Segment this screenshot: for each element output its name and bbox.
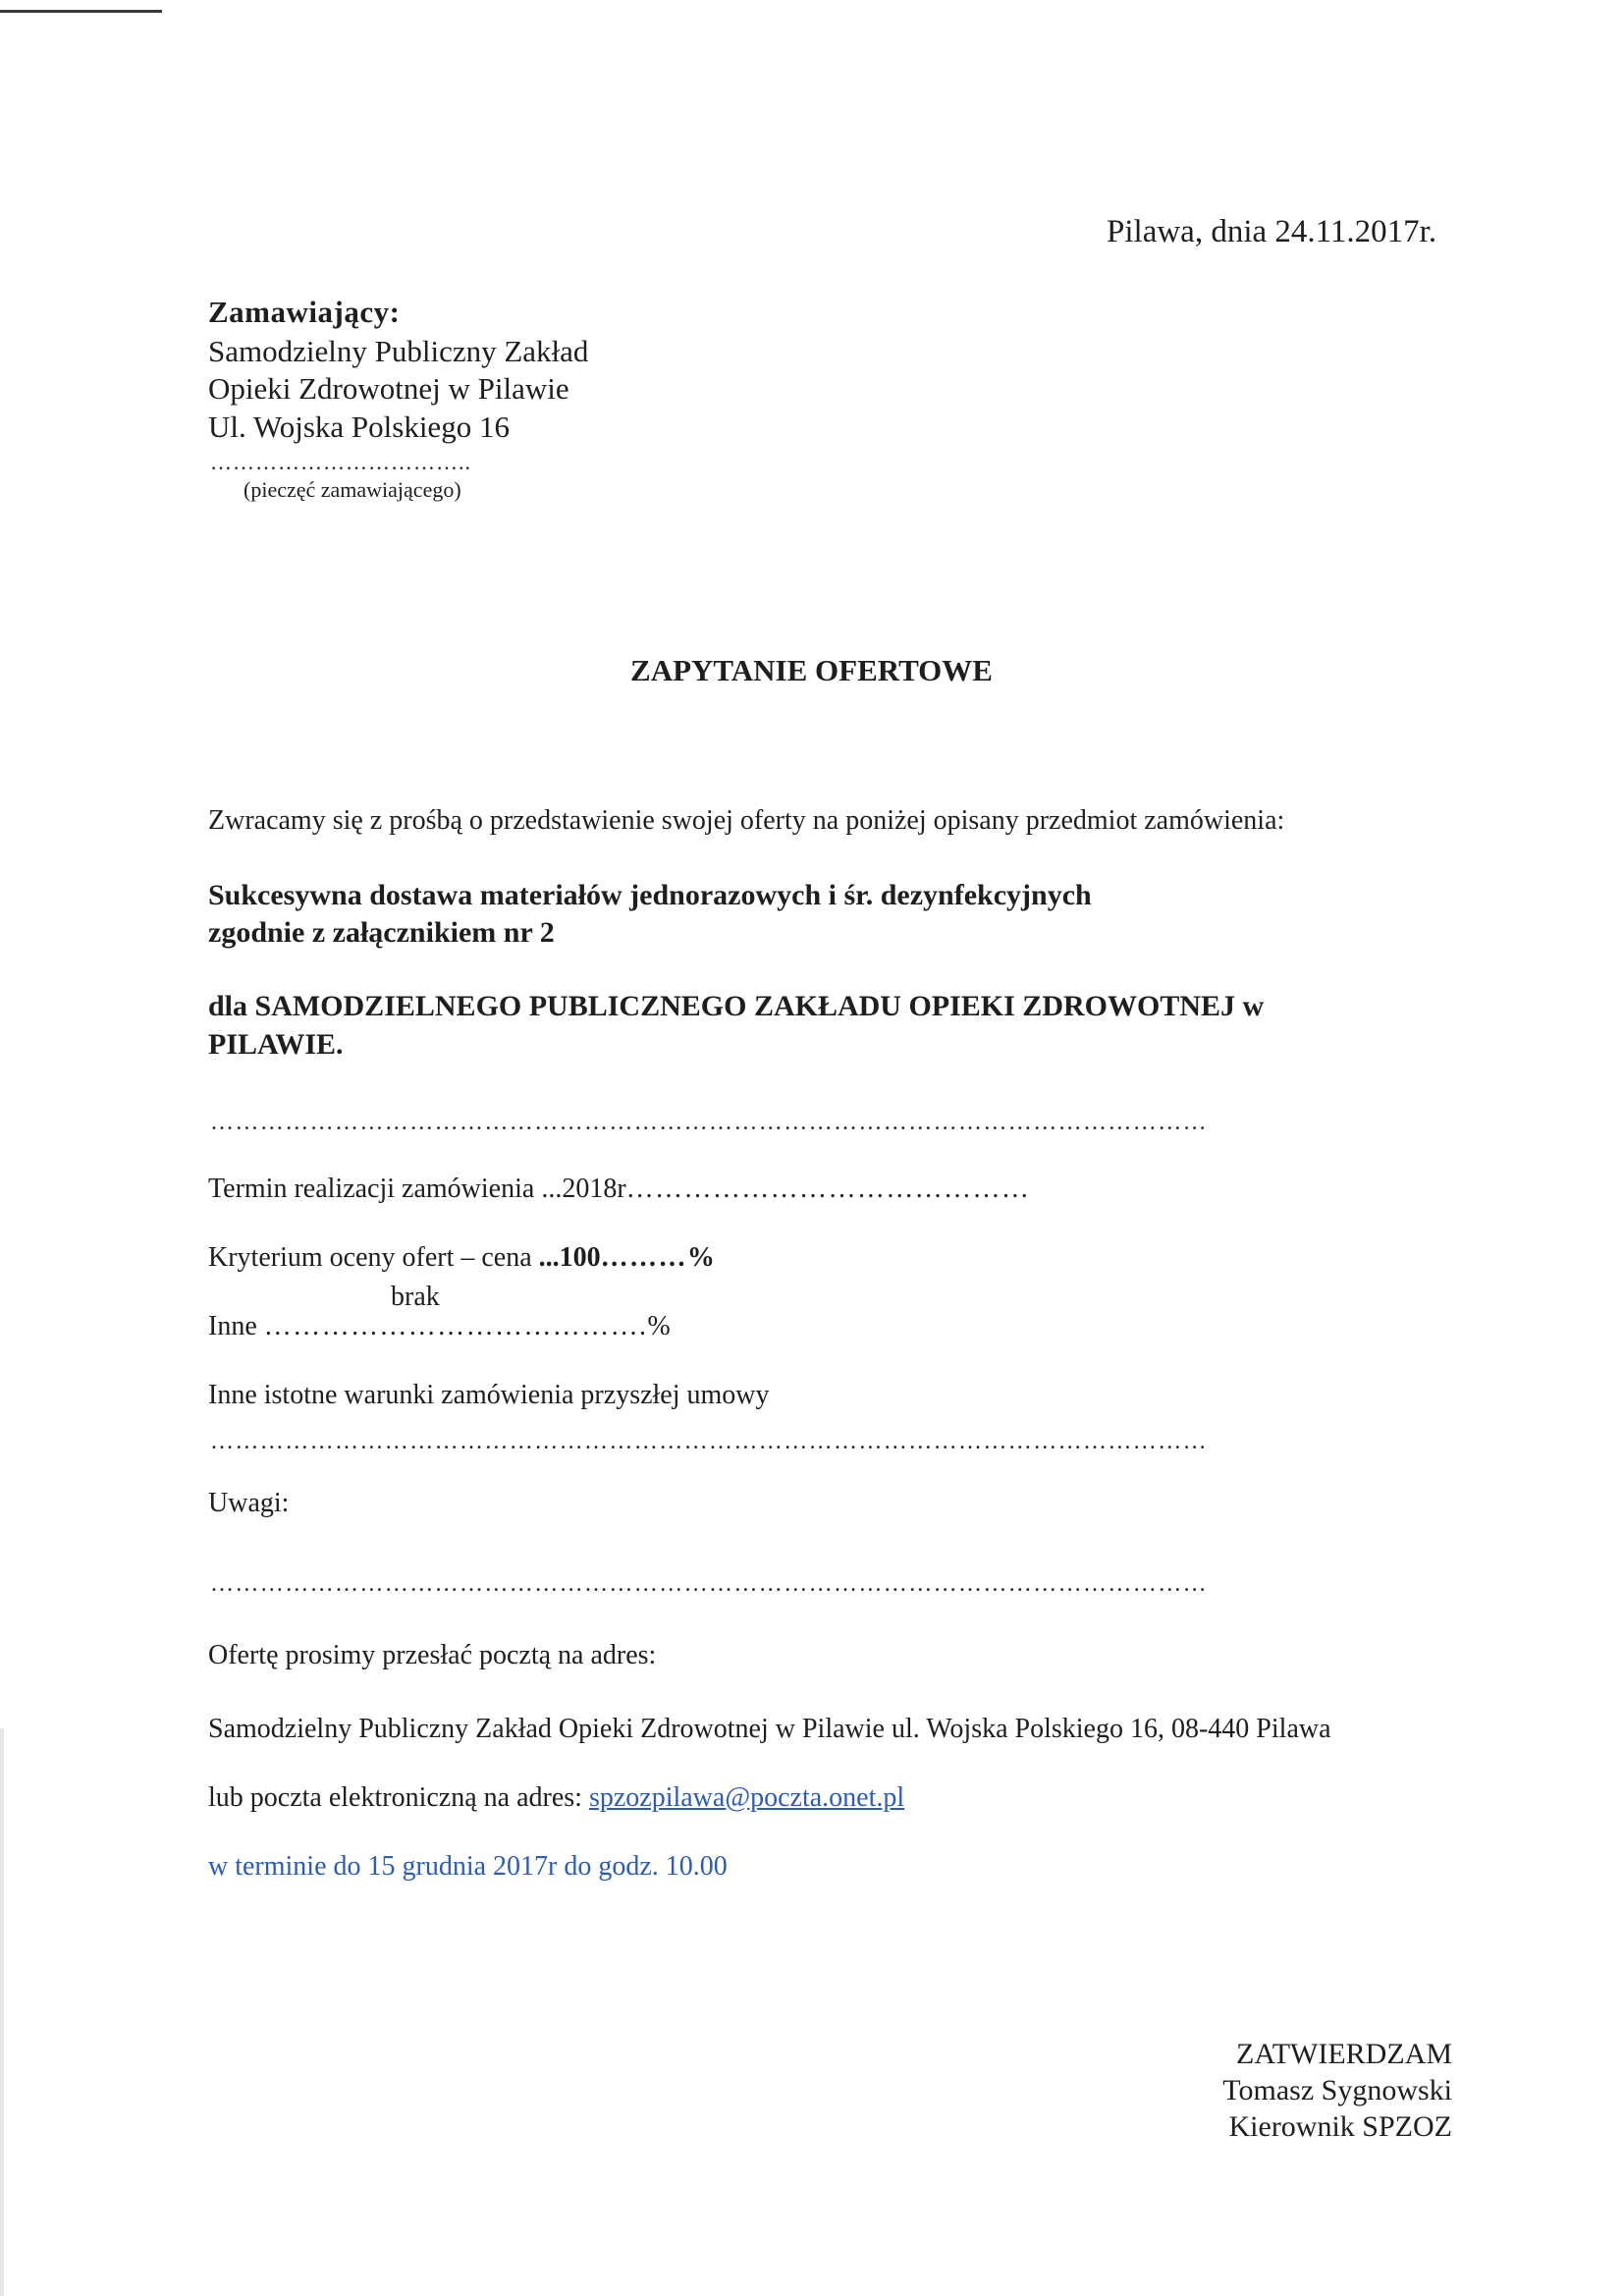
term-row (208, 1174, 1030, 1205)
dotted-line-1: ………………………………………………………………………………………………………… (210, 1110, 1208, 1135)
stamp-dots: …………………………….. (210, 450, 471, 474)
orderer-line-1: Samodzielny Publiczny Zakład (208, 334, 589, 368)
stamp-note: (pieczęć zamawiającego) (243, 477, 461, 502)
dotted-line-3: ………………………………………………………………………………………………………… (210, 1571, 1208, 1597)
email-row (208, 1782, 904, 1814)
subject-line-1: Sukcesywna dostawa materiałów jednorazowych i śr. dezynfekcyjnych (208, 879, 1092, 911)
signatory-name: Tomasz Sygnowski (1222, 2074, 1452, 2106)
scan-artifact-line (0, 10, 162, 13)
criteria-row (208, 1242, 716, 1274)
send-label: Ofertę prosimy przesłać pocztą na adres: (208, 1640, 657, 1670)
term-value: ...2018r (541, 1174, 626, 1204)
criteria-trail: ………% (600, 1242, 717, 1273)
criteria-value: ...100 (538, 1242, 601, 1273)
email-link[interactable]: spzozpilawa@poczta.onet.pl (588, 1782, 905, 1813)
approve-label: ZATWIERDZAM (1236, 2038, 1452, 2070)
criteria-label: Kryterium oceny ofert – cena (208, 1242, 532, 1273)
email-prefix: lub poczta elektroniczną na adres: (208, 1782, 582, 1813)
scan-artifact-edge (0, 1728, 4, 2296)
document-title: ZAPYTANIE OFERTOWE (630, 653, 993, 687)
other-trail: ………………………………….% (263, 1311, 673, 1341)
criteria-brak: brak (391, 1282, 440, 1312)
subject-line-2: zgodnie z załącznikiem nr 2 (208, 916, 555, 949)
conditions-label: Inne istotne warunki zamówienia przyszłej umowy (208, 1380, 770, 1410)
subject-line-4: PILAWIE. (208, 1028, 344, 1061)
orderer-label: Zamawiający: (208, 295, 401, 329)
subject-line-3: dla SAMODZIELNEGO PUBLICZNEGO ZAKŁADU OPIEKI ZDROWOTNEJ w (208, 990, 1265, 1022)
orderer-line-3: Ul. Wojska Polskiego 16 (208, 410, 510, 444)
notes-label: Uwagi: (208, 1488, 290, 1518)
document-date: Pilawa, dnia 24.11.2017r. (1107, 214, 1437, 249)
signatory-role: Kierownik SPZOZ (1228, 2110, 1452, 2143)
term-trail: …………………………………… (625, 1174, 1031, 1204)
other-label: Inne (208, 1311, 257, 1341)
orderer-line-2: Opieki Zdrowotnej w Pilawie (208, 371, 569, 406)
other-row (208, 1311, 672, 1342)
send-address: Samodzielny Publiczny Zakład Opieki Zdrowotnej w Pilawie ul. Wojska Polskiego 16, 08-440 Pilawa (208, 1714, 1331, 1744)
dotted-line-2: ………………………………………………………………………………………………………… (210, 1429, 1208, 1454)
term-label: Termin realizacji zamówienia (208, 1174, 535, 1204)
intro-text: Zwracamy się z prośbą o przedstawienie swojej oferty na poniżej opisany przedmiot zamówienia: (208, 805, 1285, 836)
deadline-text: w terminie do 15 grudnia 2017r do godz. 10.00 (208, 1851, 728, 1882)
